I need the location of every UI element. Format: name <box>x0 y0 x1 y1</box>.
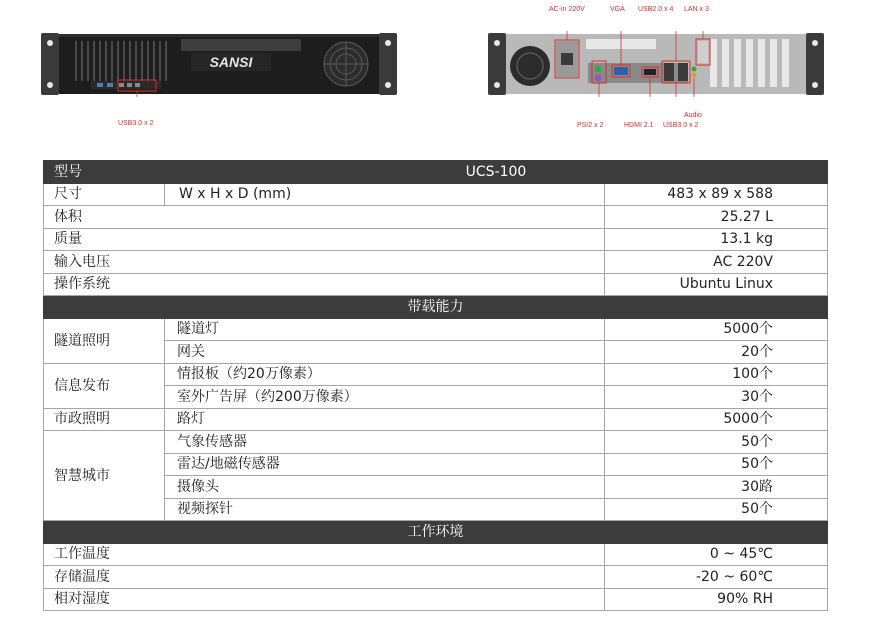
section-title: 带载能力 <box>44 296 828 319</box>
callout-ps2: PS/2 x 2 <box>577 122 604 129</box>
capacity-item: 摄像头 <box>165 476 605 499</box>
brand-logo: SANSI <box>209 54 253 70</box>
capacity-item: 雷达/地磁传感器 <box>165 453 605 476</box>
rear-panel-drawing <box>488 31 824 97</box>
spec-value: AC 220V <box>605 251 828 274</box>
model-value: UCS-100 <box>165 161 828 184</box>
env-label: 工作温度 <box>44 543 605 566</box>
capacity-group: 市政照明 <box>44 408 165 431</box>
capacity-row <box>44 408 828 431</box>
spec-table <box>43 160 828 611</box>
callout-ac-in: AC-in 220V <box>549 6 585 13</box>
section-header-capacity <box>44 296 828 319</box>
capacity-item: 网关 <box>165 341 605 364</box>
spec-row <box>44 273 828 296</box>
front-panel-image <box>41 31 397 97</box>
env-row <box>44 543 828 566</box>
env-value: -20 ~ 60℃ <box>605 566 828 589</box>
spec-value: 13.1 kg <box>605 228 828 251</box>
capacity-group: 隧道照明 <box>44 318 165 363</box>
spec-row <box>44 183 828 206</box>
model-label: 型号 <box>44 161 165 184</box>
front-panel-drawing <box>41 31 397 97</box>
capacity-row <box>44 318 828 341</box>
callout-hdmi: HDMI 2.1 <box>624 122 654 129</box>
capacity-item: 路灯 <box>165 408 605 431</box>
callout-rear-usb3: USB3.0 x 2 <box>663 122 699 129</box>
section-header-environment <box>44 521 828 544</box>
capacity-item: 隧道灯 <box>165 318 605 341</box>
env-value: 90% RH <box>605 588 828 611</box>
spec-label: 体积 <box>44 206 605 229</box>
spec-label: 操作系统 <box>44 273 605 296</box>
capacity-row <box>44 431 828 454</box>
capacity-value: 5000个 <box>605 318 828 341</box>
model-row <box>44 161 828 184</box>
capacity-item: 气象传感器 <box>165 431 605 454</box>
capacity-item: 情报板（约20万像素） <box>165 363 605 386</box>
spec-unit: W x H x D (mm) <box>165 183 605 206</box>
spec-label: 尺寸 <box>44 183 165 206</box>
env-row <box>44 566 828 589</box>
callout-front-usb3: USB3.0 x 2 <box>118 120 154 127</box>
spec-value: 483 x 89 x 588 <box>605 183 828 206</box>
env-row <box>44 588 828 611</box>
spec-value: Ubuntu Linux <box>605 273 828 296</box>
capacity-value: 50个 <box>605 453 828 476</box>
rear-panel-image <box>488 31 824 97</box>
capacity-value: 20个 <box>605 341 828 364</box>
spec-row <box>44 206 828 229</box>
capacity-group: 智慧城市 <box>44 431 165 521</box>
spec-row <box>44 228 828 251</box>
env-value: 0 ~ 45℃ <box>605 543 828 566</box>
spec-row <box>44 251 828 274</box>
section-title: 工作环境 <box>44 521 828 544</box>
callout-lan: LAN x 3 <box>684 6 709 13</box>
callout-vga: VGA <box>610 6 625 13</box>
capacity-value: 30个 <box>605 386 828 409</box>
callout-audio: Audio <box>684 112 702 119</box>
capacity-value: 100个 <box>605 363 828 386</box>
capacity-item: 视频探针 <box>165 498 605 521</box>
capacity-item: 室外广告屏（约200万像素） <box>165 386 605 409</box>
capacity-value: 5000个 <box>605 408 828 431</box>
capacity-value: 50个 <box>605 431 828 454</box>
spec-label: 输入电压 <box>44 251 605 274</box>
capacity-group: 信息发布 <box>44 363 165 408</box>
capacity-row <box>44 363 828 386</box>
capacity-value: 50个 <box>605 498 828 521</box>
capacity-value: 30路 <box>605 476 828 499</box>
callout-usb2: USB2.0 x 4 <box>638 6 674 13</box>
spec-value: 25.27 L <box>605 206 828 229</box>
env-label: 存储温度 <box>44 566 605 589</box>
spec-label: 质量 <box>44 228 605 251</box>
env-label: 相对湿度 <box>44 588 605 611</box>
